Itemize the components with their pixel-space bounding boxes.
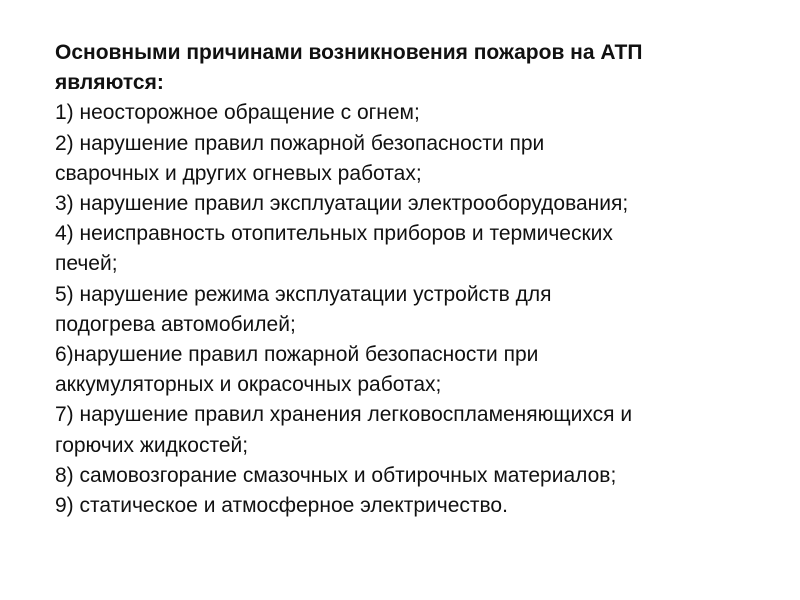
list-line: сварочных и других огневых работах; [55, 161, 422, 185]
list-line: печей; [55, 252, 118, 276]
list-line: 7) нарушение правил хранения легковоспламеняющихся и [55, 403, 633, 427]
list-line: 3) нарушение правил эксплуатации электрооборудования; [55, 192, 629, 216]
list-line: 5) нарушение режима эксплуатации устройств для [55, 282, 552, 306]
list-line: 4) неисправность отопительных приборов и термических [55, 222, 613, 246]
list-line: 8) самовозгорание смазочных и обтирочных материалов; [55, 463, 617, 487]
list-line: горючих жидкостей; [55, 433, 249, 457]
heading [55, 38, 775, 98]
heading-line: Основными причинами возникновения пожаров на АТП [55, 41, 643, 64]
heading-line: являются: [55, 71, 164, 95]
cause-list [55, 98, 775, 521]
list-line: 6)нарушение правил пожарной безопасности при [55, 343, 539, 367]
list-line: 2) нарушение правил пожарной безопасности при [55, 131, 545, 155]
list-line: аккумуляторных и окрасочных работах; [55, 373, 442, 397]
list-line: подогрева автомобилей; [55, 312, 296, 336]
text-block [55, 38, 775, 521]
list-line: 9) статическое и атмосферное электричество. [55, 494, 508, 518]
list-line: 1) неосторожное обращение с огнем; [55, 101, 420, 125]
